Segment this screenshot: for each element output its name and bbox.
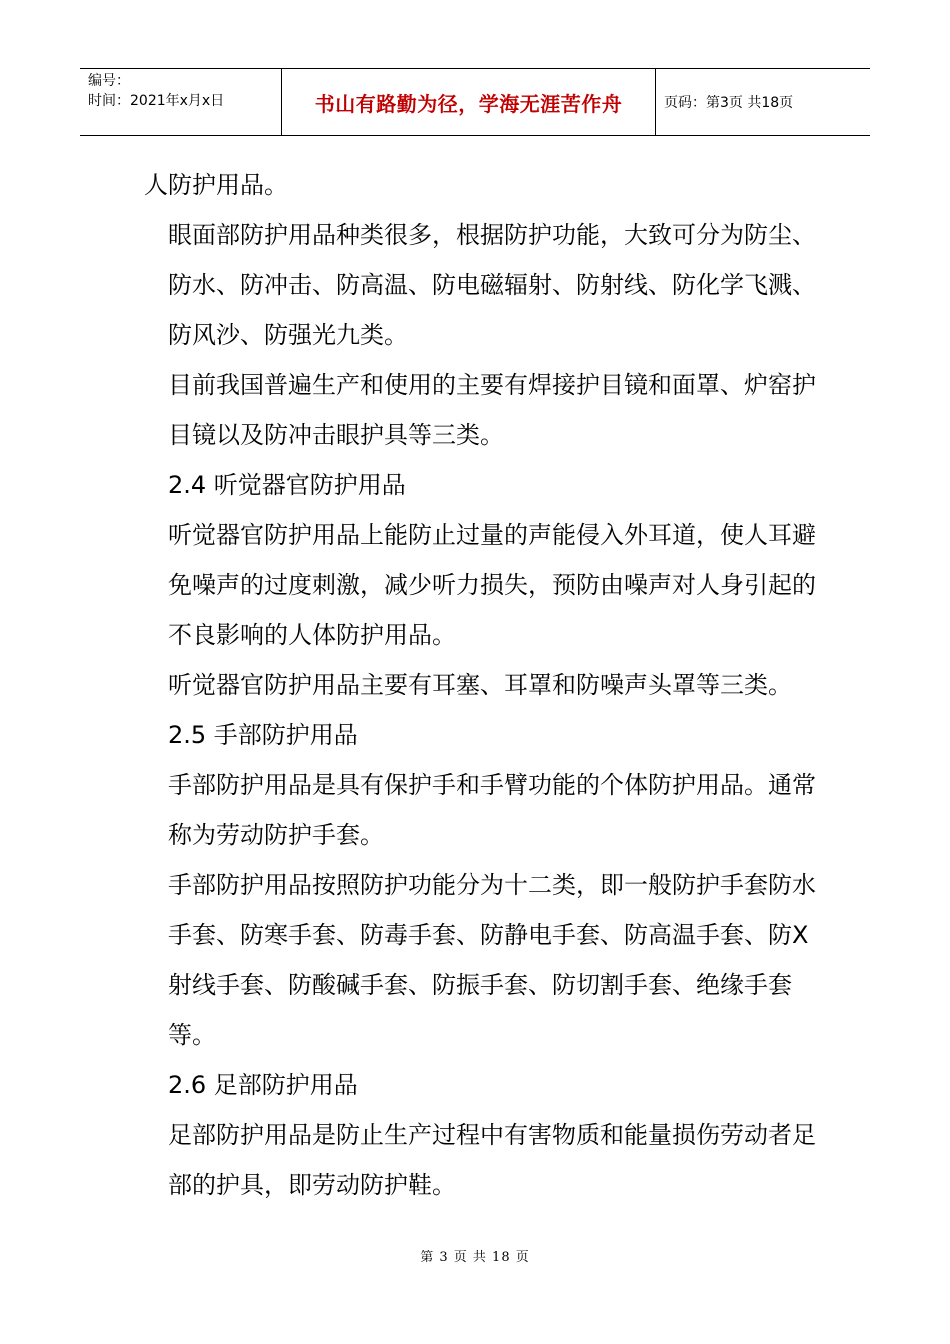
header-page-cell [656, 69, 870, 135]
section-heading: 2.6 足部防护用品 [168, 1071, 358, 1099]
header-page-code: 页码：第3页 共18页 [664, 95, 794, 111]
paragraph: 目前我国普遍生产和使用的主要有焊接护目镜和面罩、炉窑护目镜以及防冲击眼护具等三类。 [168, 371, 816, 449]
header-info-cell [80, 69, 282, 135]
paragraph: 手部防护用品按照防护功能分为十二类，即一般防护手套防水手套、防寒手套、防毒手套、防静电手套、防高温手套、防X射线手套、防酸碱手套、防振手套、防切割手套、绝缘手套等。 [168, 871, 816, 1049]
page-footer: 第 3 页 共 18 页 [420, 1250, 530, 1265]
document-number-label: 编号： [88, 73, 130, 89]
paragraph: 眼面部防护用品种类很多，根据防护功能，大致可分为防尘、防水、防冲击、防高温、防电磁辐射、防射线、防化学飞溅、防风沙、防强光九类。 [168, 221, 816, 349]
document-time-label: 时间：2021年x月x日 [88, 93, 225, 109]
document-body [144, 160, 824, 1210]
section-heading: 2.5 手部防护用品 [168, 721, 358, 749]
paragraph: 足部防护用品是防止生产过程中有害物质和能量损伤劳动者足部的护具，即劳动防护鞋。 [168, 1121, 816, 1199]
paragraph: 听觉器官防护用品主要有耳塞、耳罩和防噪声头罩等三类。 [168, 671, 792, 699]
paragraph: 听觉器官防护用品上能防止过量的声能侵入外耳道，使人耳避免噪声的过度刺激，减少听力损失，预防由噪声对人身引起的不良影响的人体防护用品。 [168, 521, 816, 649]
header-motto: 书山有路勤为径，学海无涯苦作舟 [314, 91, 623, 116]
section-heading: 2.4 听觉器官防护用品 [168, 471, 406, 499]
page-header [80, 68, 870, 136]
header-motto-cell [282, 69, 656, 135]
paragraph: 手部防护用品是具有保护手和手臂功能的个体防护用品。通常称为劳动防护手套。 [168, 771, 816, 849]
paragraph: 人防护用品。 [144, 171, 288, 199]
